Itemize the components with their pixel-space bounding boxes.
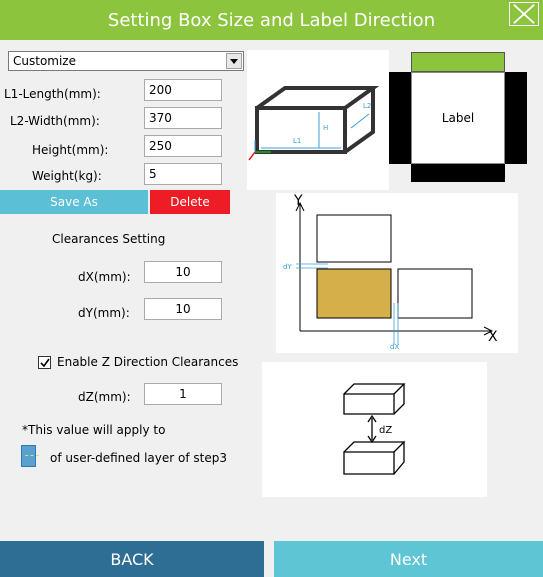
x-axis-label: X [488, 329, 498, 345]
width-label: L2-Width(mm): [10, 114, 100, 128]
width-input[interactable]: 370 [144, 107, 222, 129]
xy-clearance-diagram [276, 193, 518, 353]
close-icon [510, 3, 538, 25]
l2-label: L2 [363, 102, 372, 110]
h-label: H [323, 124, 329, 132]
dy-input[interactable]: 10 [144, 298, 222, 320]
enable-z-label[interactable]: Enable Z Direction Clearances [57, 355, 239, 369]
label-side-right[interactable] [505, 72, 527, 164]
title-bar [0, 0, 543, 40]
label-side-bottom[interactable] [411, 164, 505, 182]
enable-z-checkbox[interactable] [38, 356, 51, 369]
dz-marker: dZ [379, 425, 393, 436]
box-dimension-diagram [247, 50, 389, 190]
label-side-left[interactable] [389, 72, 411, 164]
back-button[interactable]: BACK [0, 541, 264, 577]
z-clearance-diagram [262, 362, 487, 497]
preset-select[interactable] [8, 51, 244, 71]
note-line2: of user-defined layer of step3 [50, 451, 227, 465]
height-input[interactable]: 250 [144, 135, 222, 157]
dz-input[interactable]: 1 [144, 383, 222, 405]
checkmark-icon [40, 358, 50, 368]
label-preview-text: Label [441, 111, 475, 125]
preset-select-value: Customize [13, 54, 76, 68]
dy-label: dY(mm): [78, 306, 130, 320]
label-direction-preview [389, 50, 529, 186]
dz-label: dZ(mm): [78, 390, 131, 404]
note-line1: *This value will apply to [22, 423, 166, 437]
clearances-heading: Clearances Setting [52, 232, 166, 246]
delete-button[interactable]: Delete [150, 190, 230, 214]
chevron-down-icon[interactable] [226, 53, 242, 69]
dy-marker: dY [283, 263, 292, 271]
save-as-button[interactable]: Save As [0, 190, 148, 214]
window-title: Setting Box Size and Label Direction [107, 9, 436, 31]
layer-info-icon [21, 445, 36, 467]
selected-box [317, 269, 391, 318]
y-axis-label: Y [294, 193, 303, 209]
l1-label: L1 [293, 137, 302, 145]
z-svg [262, 362, 487, 497]
height-label: Height(mm): [32, 143, 109, 157]
xy-svg [276, 193, 518, 353]
dx-input[interactable]: 10 [144, 261, 222, 283]
weight-label: Weight(kg): [32, 169, 102, 183]
close-button[interactable] [509, 2, 539, 26]
box-svg [247, 50, 389, 190]
label-side-top[interactable] [411, 52, 505, 72]
length-input[interactable]: 200 [144, 79, 222, 101]
next-button[interactable]: Next [274, 541, 543, 577]
weight-input[interactable]: 5 [144, 163, 222, 185]
length-label: L1-Length(mm): [4, 87, 101, 101]
dx-marker: dX [390, 343, 400, 351]
label-preview-box [411, 72, 505, 164]
dx-label: dX(mm): [78, 270, 131, 284]
